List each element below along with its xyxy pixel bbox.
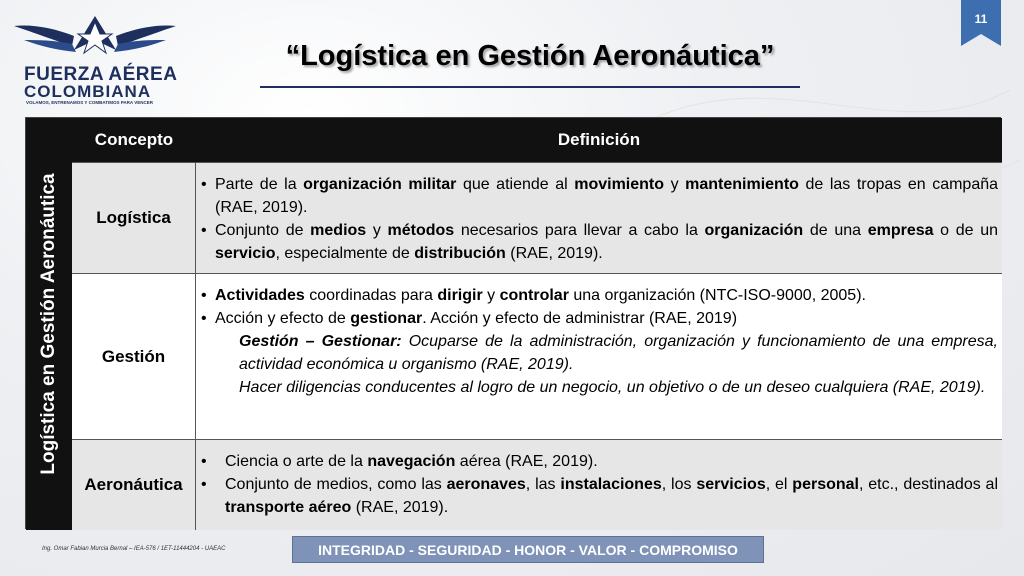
text-run: Parte de la (215, 176, 304, 193)
header-definicion: Definición (557, 130, 641, 149)
text-run: (RAE, 2019). (351, 499, 449, 516)
text-run: , etc., destinados al (858, 476, 999, 493)
bold-term: métodos (387, 222, 455, 239)
definition-cell (196, 163, 1002, 273)
text-run: , especialmente de (275, 245, 415, 262)
bold-term: Actividades (215, 287, 305, 304)
concept-cell: Gestión (72, 274, 196, 439)
text-run: y (664, 176, 686, 193)
text-run: (RAE, 2019). (505, 245, 603, 262)
text-run: , las (525, 476, 561, 493)
list-item (201, 219, 998, 265)
title-underline (260, 86, 800, 88)
side-label-column (26, 118, 72, 530)
logo-line-2: COLOMBIANA (24, 82, 152, 101)
header-concepto: Concepto (94, 130, 174, 149)
text-run: , el (765, 476, 793, 493)
bold-term: gestionar (350, 310, 423, 327)
list-item (201, 307, 998, 330)
bold-term: instalaciones (560, 476, 662, 493)
concept-cell: Aeronáutica (72, 440, 196, 530)
author-credit: Ing. Omar Fabian Murcia Bernal – IEA-576 / 1ET-11444204 - UAEAC (42, 546, 226, 552)
bold-term: organización militar (303, 176, 457, 193)
definition-cell (196, 440, 1002, 530)
text-run: Ciencia o arte de la (225, 453, 368, 470)
text-run: Hacer diligencias conducentes al logro de un negocio, un objetivo o de un deseo cualquiera (RAE, 2019). (239, 379, 986, 396)
list-item (201, 450, 998, 473)
table-row (72, 439, 1002, 530)
text-run: Acción y efecto de (215, 310, 351, 327)
text-run: . Acción y efecto de administrar (RAE, 2019) (422, 310, 738, 327)
bold-term: transporte aéreo (225, 499, 352, 516)
text-run: y (366, 222, 388, 239)
bold-term: medios (310, 222, 367, 239)
logo-line-1: FUERZA AÉREA (24, 64, 178, 85)
text-run: o de un (933, 222, 998, 239)
side-label: Logística en Gestión Aeronáutica (38, 173, 59, 475)
concept-cell: Logística (72, 163, 196, 273)
bold-term: controlar (499, 287, 569, 304)
list-item (201, 173, 998, 219)
table-header (72, 118, 1002, 162)
text-run: , los (661, 476, 697, 493)
text-run: coordinadas para (304, 287, 438, 304)
bold-term: personal (792, 476, 859, 493)
bold-term: Gestión – Gestionar: (239, 333, 402, 350)
bold-term: dirigir (437, 287, 483, 304)
text-run: aérea (RAE, 2019). (455, 453, 598, 470)
page-number: 11 (974, 12, 988, 26)
values-banner: INTEGRIDAD - SEGURIDAD - HONOR - VALOR - COMPROMISO (292, 536, 764, 563)
text-run: una organización (NTC-ISO-9000, 2005). (568, 287, 866, 304)
sub-definition (201, 376, 998, 399)
text-run: que atiende al (456, 176, 575, 193)
table-row (72, 273, 1002, 439)
logo-tagline: VOLAMOS, ENTRENAMOS Y COMBATIMOS PARA VENCER (26, 100, 154, 105)
text-run: de las tropas en campaña (RAE, 2019). (215, 176, 999, 216)
fac-logo (10, 6, 180, 104)
bold-term: movimiento (574, 176, 665, 193)
bold-term: aeronaves (446, 476, 526, 493)
text-run: de una (803, 222, 868, 239)
bold-term: servicio (215, 245, 276, 262)
bold-term: mantenimiento (685, 176, 799, 193)
slide-title: “Logística en Gestión Aeronáutica” (285, 40, 775, 72)
text-run: Conjunto de (215, 222, 311, 239)
bold-term: distribución (414, 245, 506, 262)
text-run: necesarios para llevar a cabo la (454, 222, 705, 239)
list-item (201, 473, 998, 519)
sub-definition (201, 330, 998, 376)
list-item (201, 284, 998, 307)
text-run: Conjunto de medios, como las (225, 476, 447, 493)
page-number-badge (961, 0, 1001, 46)
bold-term: empresa (867, 222, 934, 239)
bold-term: navegación (367, 453, 456, 470)
bold-term: organización (704, 222, 804, 239)
text-run: y (482, 287, 500, 304)
text-run: Ocuparse de la administración, organización y funcionamiento de una empresa, actividad económica u organismo (RAE, 2019). (239, 333, 998, 373)
table-row (72, 162, 1002, 273)
concept-table (25, 117, 1001, 529)
air-force-wings-icon (14, 10, 176, 62)
definition-cell (196, 274, 1002, 439)
bold-term: servicios (696, 476, 766, 493)
